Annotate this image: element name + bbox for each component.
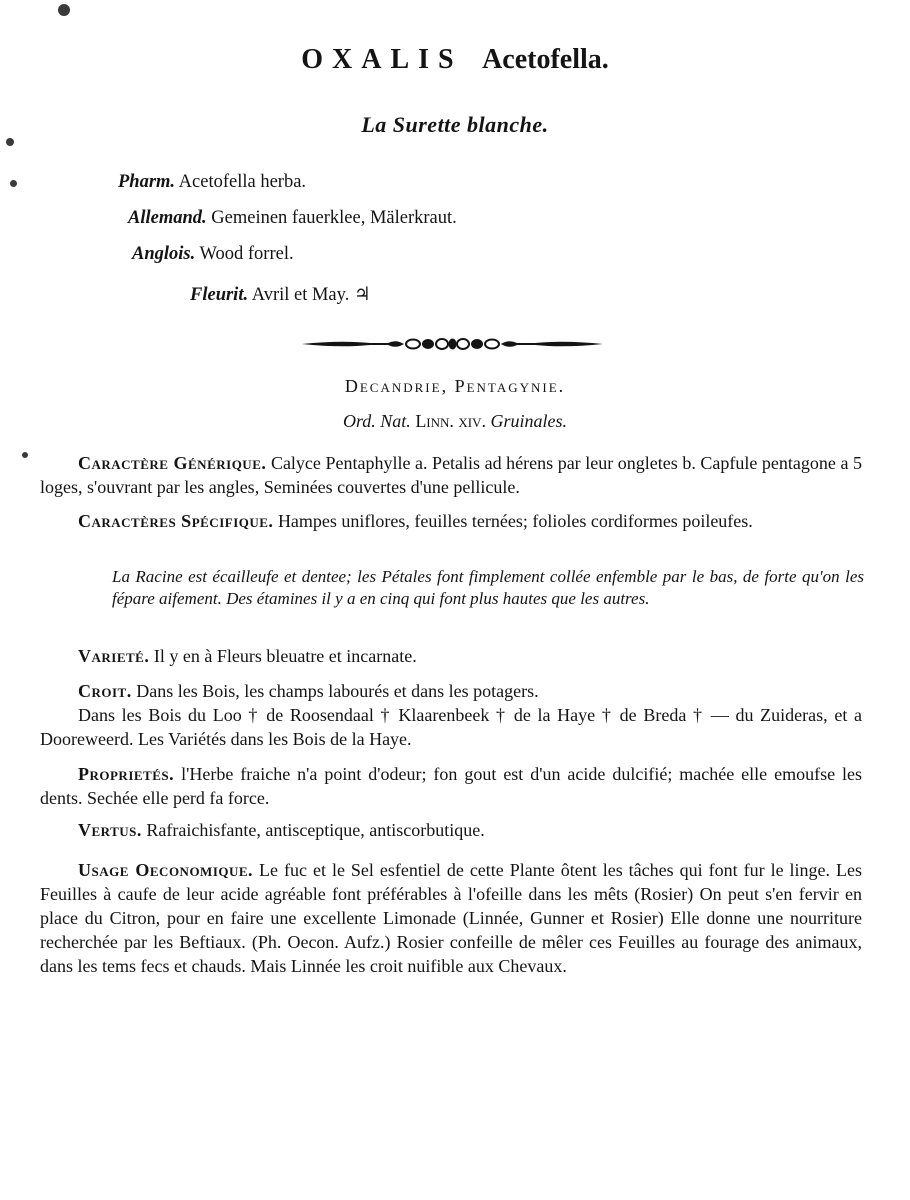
ornament-divider [300,333,605,355]
section-text: Rafraichisfante, antisceptique, antiscorbutique. [146,820,485,840]
section-heading: Varieté. [78,646,150,666]
generic-character [40,451,862,499]
economic-usage [40,858,862,978]
section-heading: Croit. [78,681,132,701]
section-text: Il y en à Fleurs bleuatre et incarnate. [153,646,417,666]
name-row-allemand [128,208,457,229]
name-label: Pharm. [118,172,176,192]
nat-label: Nat. [380,411,411,431]
name-label: Anglois. [132,244,196,264]
section-heading: Usage Oeconomique. [78,860,254,880]
name-value: Gemeinen fauerklee, Mälerkraut. [211,208,457,228]
name-value: Avril et May. ♃ [251,285,371,305]
section-text: Le fuc et le Sel esfentiel de cette Plante ôtent les tâches qui font fur le linge. Les Feuilles à caufe de leur acide agréable font préférables à l'ofeille dans les mêts (Rosier) On peut s'en fervir en place du Citron, pour en faire une excellente Limonade (Linnée, Gunner et Rosier) Elle donne une nourriture recherchée par les Beftiaux. (Ph. Oecon. Aufz.) Rosier confeille de mêler ces Feuilles au fourage des animaux, dans les tems fecs et chauds. Mais Linnée les croit nuifible aux Chevaux. [40,860,862,976]
linnaean-class: Decandrie, Pentagynie. [344,376,566,396]
page-title [0,44,910,76]
properties [40,762,862,810]
section-text: Calyce Pentaphylle a. Petalis ad hérens par leur ongletes b. Capfule pentagone a 5 loges, s'ouvrant par les angles, Seminées couvertes d'une pellicule. [40,453,862,497]
ord-label: Ord. [342,411,376,431]
common-name: La Surette blanche. [361,112,549,137]
section-heading: Caractère Générique. [78,453,267,473]
variety [40,644,862,668]
order-number: xiv. [458,411,487,431]
name-value: Acetofella herba. [178,172,307,192]
name-label: Fleurit. [190,285,249,305]
ink-speck [6,138,14,146]
section-text: Dans les Bois, les champs labourés et dans les potagers. [136,681,539,701]
genus-name: OXALIS [301,44,463,75]
linn-label: Linn. [415,411,454,431]
habitat-detail: Dans les Bois du Loo † de Roosendaal † Klaarenbeek † de la Haye † de Breda † — du Zuideras, et a Dooreweerd. Les Variétés dans les Bois de la Haye. [40,705,862,749]
specific-character [40,509,862,533]
ink-speck [58,4,70,16]
section-heading: Proprietés. [78,764,175,784]
virtues [40,818,862,842]
section-text: Hampes uniflores, feuilles ternées; folioles cordiformes poileufes. [277,511,753,531]
section-heading: Vertus. [78,820,142,840]
ink-speck [22,452,28,458]
order-name: Gruinales. [490,411,568,431]
section-heading: Caractères Spécifique. [78,511,274,531]
section-text: l'Herbe fraiche n'a point d'odeur; fon gout est d'un acide dulcifié; machée elle emoufse les dents. Sechée elle perd fa force. [40,764,863,808]
name-row-pharm [118,172,306,193]
name-label: Allemand. [128,208,207,228]
name-row-fleurit [190,284,371,306]
name-row-anglois [132,244,294,265]
ink-speck [10,180,17,187]
name-value: Wood forrel. [199,244,294,264]
natural-order [0,411,910,432]
habitat [40,679,862,703]
description-note: La Racine est écailleufe et dentee; les Pétales font fimplement collée enfemble par le bas, de forte qu'on les fépare aifement. Des étamines il y a en cinq qui font plus hautes que les autres. [112,567,864,608]
species-name: Acetofella. [482,44,609,75]
